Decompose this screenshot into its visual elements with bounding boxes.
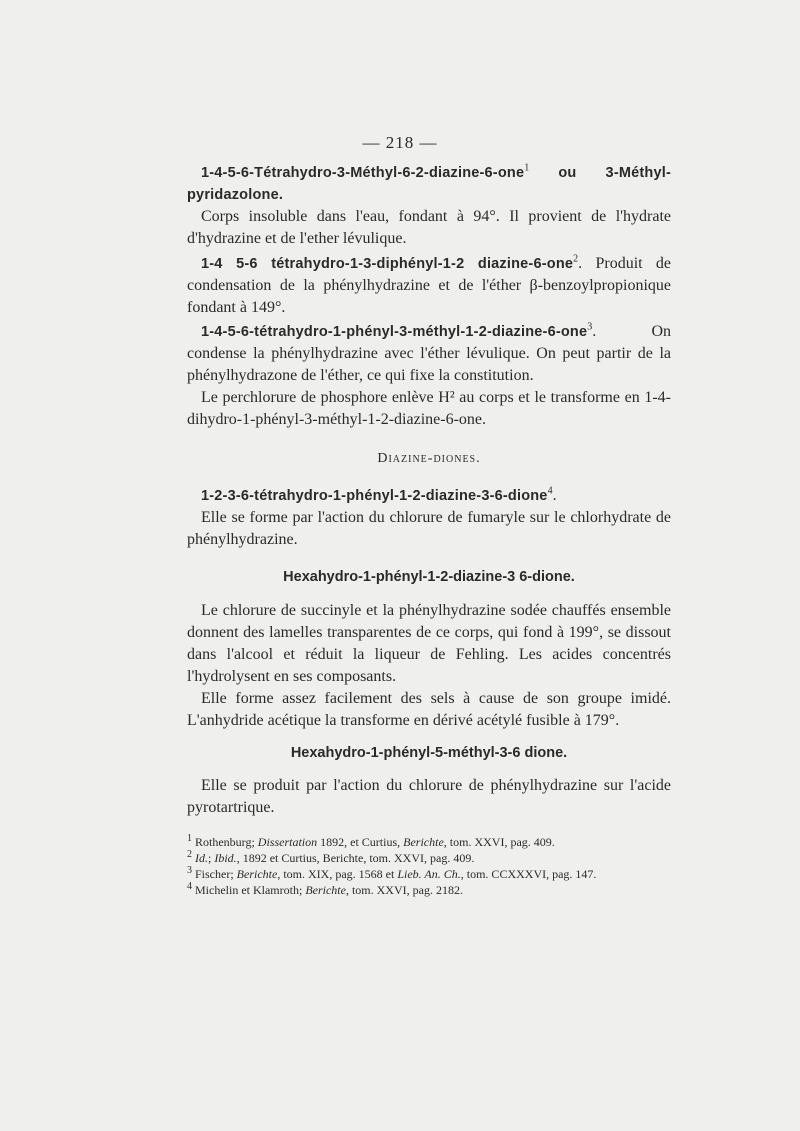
entry-3-text-2: Le perchlorure de phosphore enlève H² au corps et le transforme en 1-4-dihydro-1-phényl-3-méthyl-1-2-diazine-6-one. (187, 389, 671, 428)
entry-1-title-tail: ou 3-Méthyl-pyridazolone. (187, 165, 671, 203)
section-heading: Diazine-diones. (377, 451, 481, 466)
footnote-ref-1: 1 (524, 162, 530, 174)
footnote-2: $^2$ Id.; Ibid., 1892 et Curtius, Berichte, tom. XXVI, pag. 409. (187, 849, 475, 865)
entry-2-text: . Produit de condensation de la phénylhydrazine et de l'éther β-benzoylpropionique fondant à 149°. (187, 255, 672, 316)
entry-3-title: 1-4-5-6-tétrahydro-1-phényl-3-méthyl-1-2-diazine-6-one (201, 324, 588, 340)
entry-3-text: . On condense la phénylhydrazine avec l'éther lévulique. On peut partir de la phénylhydrazone de l'éther, ce qui fixe la constitution. (187, 323, 671, 384)
entry-6 (187, 775, 671, 819)
entry-6-heading: Hexahydro-1-phényl-5-méthyl-3-6 dione. (290, 745, 568, 761)
entry-5-heading: Hexahydro-1-phényl-1-2-diazine-3 6-dione. (283, 569, 575, 585)
entry-1-text: Corps insoluble dans l'eau, fondant à 94°. Il provient de l'hydrate d'hydrazine et de l'ether lévulique. (187, 208, 671, 247)
entry-2-title: 1-4 5-6 tétrahydro-1-3-diphényl-1-2 diazine-6-one (201, 256, 574, 272)
entry-2 (187, 253, 671, 319)
entry-4-text: Elle se forme par l'action du chlorure de fumaryle sur le chlorhydrate de phénylhydrazine. (187, 509, 671, 548)
footnote-4: $^4$ Michelin et Klamroth; Berichte, tom. XXVI, pag. 2182. (187, 881, 463, 897)
entry-1-title: 1-4-5-6-Tétrahydro-3-Méthyl-6-2-diazine-6-one (201, 165, 525, 181)
footnote-ref-3: 3 (587, 321, 593, 333)
entry-4-title: 1-2-3-6-tétrahydro-1-phényl-1-2-diazine-3-6-dione (201, 488, 548, 504)
footnote-1: $^1$ Rothenburg; Dissertation 1892, et Curtius, Berichte, tom. XXVI, pag. 409. (187, 833, 555, 849)
entry-6-p1: Elle se produit par l'action du chlorure de phénylhydrazine sur l'acide pyrotartrique. (187, 777, 671, 816)
footnotes (187, 834, 671, 898)
entry-1 (187, 162, 671, 250)
footnote-ref-4: 4 (547, 485, 553, 497)
entry-4: 1-2-3-6-tétrahydro-1-phényl-1-2-diazine-3-6-dione$^4$. Elle se forme par l'action du chlorure de fumaryle sur le chlorhydrate de phénylhydrazine. (187, 485, 671, 551)
page-number: — 218 — (362, 133, 438, 152)
entry-5 (187, 600, 671, 732)
footnote-3: $^3$ Fischer; Berichte, tom. XIX, pag. 1568 et Lieb. An. Ch., tom. CCXXXVI, pag. 147. (187, 865, 597, 881)
entry-5-p1: Le chlorure de succinyle et la phénylhydrazine sodée chauffés ensemble donnent des lamelles transparentes de ce corps, qui fond à 199°, se dissout dans l'alcool et réduit la liqueur de Fehling. Les acides concentrés l'hydrolysent en ses composants. (187, 602, 671, 685)
footnote-ref-2: 2 (573, 253, 579, 265)
entry-3 (187, 321, 671, 431)
entry-5-p2: Elle forme assez facilement des sels à cause de son groupe imidé. L'anhydride acétique la transforme en dérivé acétylé fusible à 179°. (187, 690, 671, 729)
